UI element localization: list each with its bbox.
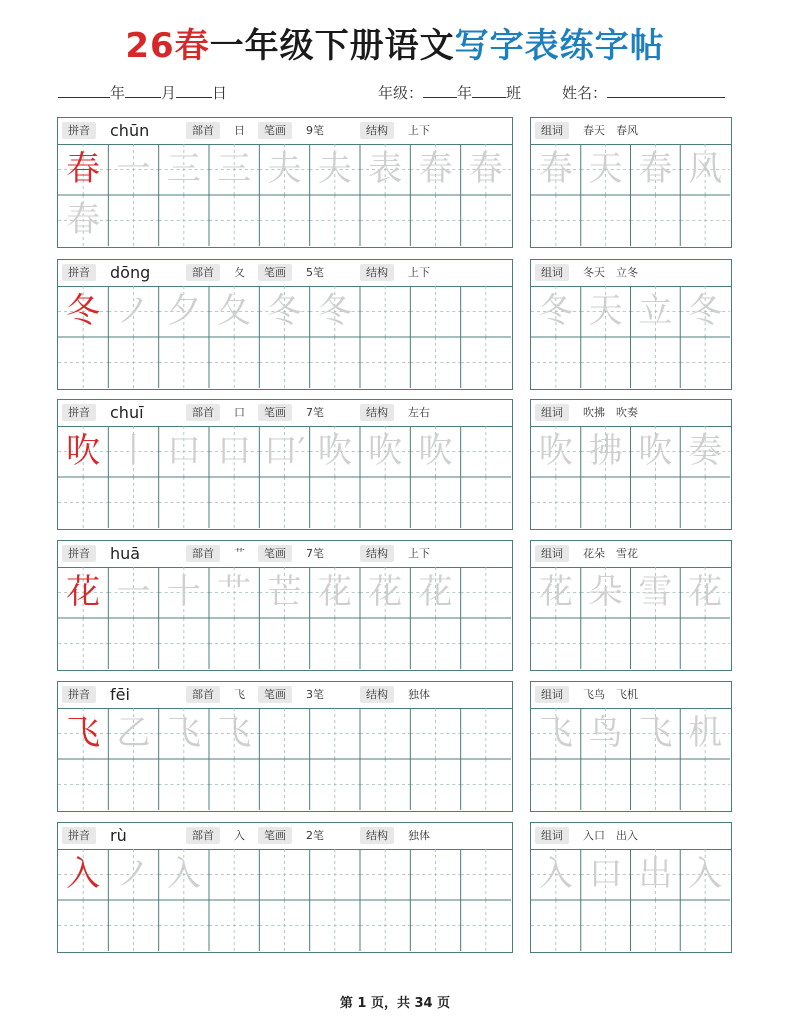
word-trace-character: 冬 — [538, 291, 573, 331]
radical-tag: 部首 — [186, 122, 220, 139]
trace-character: 乙 — [116, 713, 151, 753]
grade-class-label: 班 — [506, 84, 522, 102]
word-trace-character: 鸟 — [588, 713, 623, 753]
words-tag: 组词 — [535, 122, 569, 139]
name-label: 姓名： — [562, 84, 608, 102]
words-value: 飞鸟 飞机 — [583, 688, 638, 701]
char-practice-grid[interactable] — [58, 286, 512, 389]
trace-character: 三 — [166, 149, 201, 189]
word-trace-character: 拂 — [588, 431, 623, 471]
words-value: 花朵 雪花 — [583, 547, 638, 560]
structure-value: 独体 — [408, 688, 430, 701]
pinyin-tag: 拼音 — [62, 122, 96, 139]
pinyin-tag: 拼音 — [62, 545, 96, 562]
trace-character: 夫 — [317, 149, 352, 189]
word-trace-character: 雪 — [638, 572, 673, 612]
word-trace-character: 机 — [688, 713, 723, 753]
word-trace-character: 春 — [638, 149, 673, 189]
trace-character: 艹 — [217, 572, 252, 612]
trace-character: 口 — [217, 431, 252, 471]
radical-value: 夂 — [234, 266, 245, 279]
word-trace-character: 花 — [688, 572, 723, 612]
trace-character: 春 — [418, 149, 453, 189]
structure-value: 左右 — [408, 406, 430, 419]
trace-character: 吹 — [317, 431, 352, 471]
words-card-header — [531, 682, 731, 709]
radical-value: 日 — [234, 124, 245, 137]
model-character: 吹 — [66, 431, 101, 471]
structure-tag: 结构 — [360, 686, 394, 703]
pinyin-value: fēi — [110, 685, 130, 704]
trace-character: 冬 — [317, 291, 352, 331]
pinyin-value: rù — [110, 826, 127, 845]
name-line — [562, 82, 725, 103]
radical-tag: 部首 — [186, 545, 220, 562]
word-trace-character: 口 — [588, 854, 623, 894]
strokes-tag: 笔画 — [258, 827, 292, 844]
words-card — [530, 540, 732, 671]
trace-character: 飞 — [217, 713, 252, 753]
strokes-tag: 笔画 — [258, 686, 292, 703]
trace-character: 丨 — [116, 431, 151, 471]
word-trace-character: 吹 — [538, 431, 573, 471]
char-card — [57, 399, 513, 530]
radical-tag: 部首 — [186, 404, 220, 421]
trace-character: 吹 — [418, 431, 453, 471]
strokes-value: 5笔 — [306, 266, 324, 279]
structure-tag: 结构 — [360, 122, 394, 139]
char-card — [57, 540, 513, 671]
word-trace-character: 奏 — [688, 431, 723, 471]
trace-character: 入 — [166, 854, 201, 894]
trace-character: 夫 — [267, 149, 302, 189]
word-trace-character: 入 — [688, 854, 723, 894]
radical-value: 飞 — [234, 688, 245, 701]
words-practice-grid[interactable] — [531, 708, 731, 811]
pinyin-value: chūn — [110, 121, 150, 140]
trace-character: ノ — [116, 291, 151, 331]
radical-tag: 部首 — [186, 686, 220, 703]
char-card-header — [58, 118, 512, 145]
char-card-header — [58, 260, 512, 287]
grade-line — [378, 82, 521, 103]
words-card — [530, 399, 732, 530]
char-card — [57, 822, 513, 953]
name-blank[interactable] — [607, 83, 725, 98]
trace-character: 夂 — [217, 291, 252, 331]
trace-character: 花 — [418, 572, 453, 612]
trace-character: ノ — [116, 854, 151, 894]
structure-tag: 结构 — [360, 404, 394, 421]
structure-tag: 结构 — [360, 545, 394, 562]
page-title — [0, 18, 790, 67]
trace-character: 飞 — [166, 713, 201, 753]
trace-character: 芒 — [267, 572, 302, 612]
date-month-label: 月 — [161, 84, 177, 102]
words-value: 冬天 立冬 — [583, 266, 638, 279]
model-character: 春 — [66, 149, 101, 189]
words-tag: 组词 — [535, 264, 569, 281]
word-trace-character: 天 — [588, 291, 623, 331]
strokes-tag: 笔画 — [258, 545, 292, 562]
trace-character: 冬 — [267, 291, 302, 331]
char-practice-grid[interactable] — [58, 567, 512, 670]
pinyin-tag: 拼音 — [62, 686, 96, 703]
words-value: 春天 春风 — [583, 124, 638, 137]
radical-value: 口 — [234, 406, 245, 419]
char-card-header — [58, 682, 512, 709]
char-card-header — [58, 400, 512, 427]
grade-class-blank[interactable] — [472, 83, 506, 98]
structure-value: 上下 — [408, 266, 430, 279]
model-character: 入 — [66, 854, 101, 894]
words-card-header — [531, 400, 731, 427]
word-trace-character: 立 — [638, 291, 673, 331]
char-card — [57, 681, 513, 812]
pinyin-tag: 拼音 — [62, 264, 96, 281]
structure-value: 独体 — [408, 829, 430, 842]
trace-character: 口′ — [263, 431, 306, 471]
title-red: 26春 — [125, 26, 210, 66]
pinyin-tag: 拼音 — [62, 404, 96, 421]
date-year-label: 年 — [110, 84, 126, 102]
model-character: 冬 — [66, 291, 101, 331]
structure-value: 上下 — [408, 124, 430, 137]
title-black: 一年级下册语文 — [209, 26, 455, 66]
radical-value: 艹 — [234, 547, 245, 560]
structure-tag: 结构 — [360, 827, 394, 844]
words-practice-grid[interactable] — [531, 849, 731, 952]
word-trace-character: 出 — [638, 854, 673, 894]
strokes-tag: 笔画 — [258, 122, 292, 139]
word-trace-character: 风 — [688, 149, 723, 189]
strokes-value: 7笔 — [306, 547, 324, 560]
grade-year-blank[interactable] — [423, 83, 457, 98]
strokes-value: 2笔 — [306, 829, 324, 842]
word-trace-character: 天 — [588, 149, 623, 189]
words-practice-grid[interactable] — [531, 426, 731, 529]
words-tag: 组词 — [535, 404, 569, 421]
char-card — [57, 117, 513, 248]
word-trace-character: 飞 — [538, 713, 573, 753]
word-trace-character: 入 — [538, 854, 573, 894]
words-tag: 组词 — [535, 686, 569, 703]
pinyin-value: huā — [110, 544, 141, 563]
words-value: 入口 出入 — [583, 829, 638, 842]
grade-label: 年级： — [378, 84, 424, 102]
model-character: 飞 — [66, 713, 101, 753]
trace-character: 三 — [217, 149, 252, 189]
words-card — [530, 117, 732, 248]
trace-character: 花 — [368, 572, 403, 612]
words-practice-grid[interactable] — [531, 567, 731, 670]
trace-character: 口 — [166, 431, 201, 471]
words-card-header — [531, 118, 731, 145]
word-trace-character: 花 — [538, 572, 573, 612]
word-trace-character: 飞 — [638, 713, 673, 753]
trace-character: 一 — [116, 572, 151, 612]
trace-character: 花 — [317, 572, 352, 612]
radical-tag: 部首 — [186, 264, 220, 281]
words-practice-grid[interactable] — [531, 144, 731, 247]
strokes-value: 7笔 — [306, 406, 324, 419]
day-blank[interactable] — [176, 83, 212, 98]
grade-year-label: 年 — [457, 84, 473, 102]
words-card — [530, 259, 732, 390]
strokes-tag: 笔画 — [258, 404, 292, 421]
trace-character: 吹 — [368, 431, 403, 471]
radical-tag: 部首 — [186, 827, 220, 844]
words-tag: 组词 — [535, 545, 569, 562]
words-card — [530, 681, 732, 812]
words-value: 吹拂 吹奏 — [583, 406, 638, 419]
word-trace-character: 吹 — [638, 431, 673, 471]
model-character: 花 — [66, 572, 101, 612]
words-card-header — [531, 823, 731, 850]
char-practice-grid[interactable] — [58, 426, 512, 529]
char-card-header — [58, 541, 512, 568]
char-practice-grid[interactable] — [58, 144, 512, 247]
pinyin-value: chuī — [110, 403, 144, 422]
structure-value: 上下 — [408, 547, 430, 560]
trace-character: 夕 — [166, 291, 201, 331]
radical-value: 入 — [234, 829, 245, 842]
structure-tag: 结构 — [360, 264, 394, 281]
char-practice-grid[interactable] — [58, 849, 512, 952]
trace-character: 春 — [468, 149, 503, 189]
trace-character: 春 — [66, 200, 101, 240]
trace-character: 十 — [166, 572, 201, 612]
words-card-header — [531, 541, 731, 568]
char-card-header — [58, 823, 512, 850]
words-card-header — [531, 260, 731, 287]
word-trace-character: 春 — [538, 149, 573, 189]
year-blank[interactable] — [58, 83, 110, 98]
trace-character: 一 — [116, 149, 151, 189]
pinyin-value: dōng — [110, 263, 151, 282]
words-card — [530, 822, 732, 953]
char-card — [57, 259, 513, 390]
month-blank[interactable] — [125, 83, 161, 98]
words-practice-grid[interactable] — [531, 286, 731, 389]
date-day-label: 日 — [212, 84, 228, 102]
strokes-value: 9笔 — [306, 124, 324, 137]
strokes-value: 3笔 — [306, 688, 324, 701]
word-trace-character: 冬 — [688, 291, 723, 331]
title-blue: 写字表练字帖 — [454, 26, 665, 66]
word-trace-character: 朵 — [588, 572, 623, 612]
page-number: 第 1 页，共 34 页 — [339, 996, 451, 1011]
date-line — [58, 82, 227, 103]
char-practice-grid[interactable] — [58, 708, 512, 811]
strokes-tag: 笔画 — [258, 264, 292, 281]
words-tag: 组词 — [535, 827, 569, 844]
trace-character: 表 — [368, 149, 403, 189]
pinyin-tag: 拼音 — [62, 827, 96, 844]
